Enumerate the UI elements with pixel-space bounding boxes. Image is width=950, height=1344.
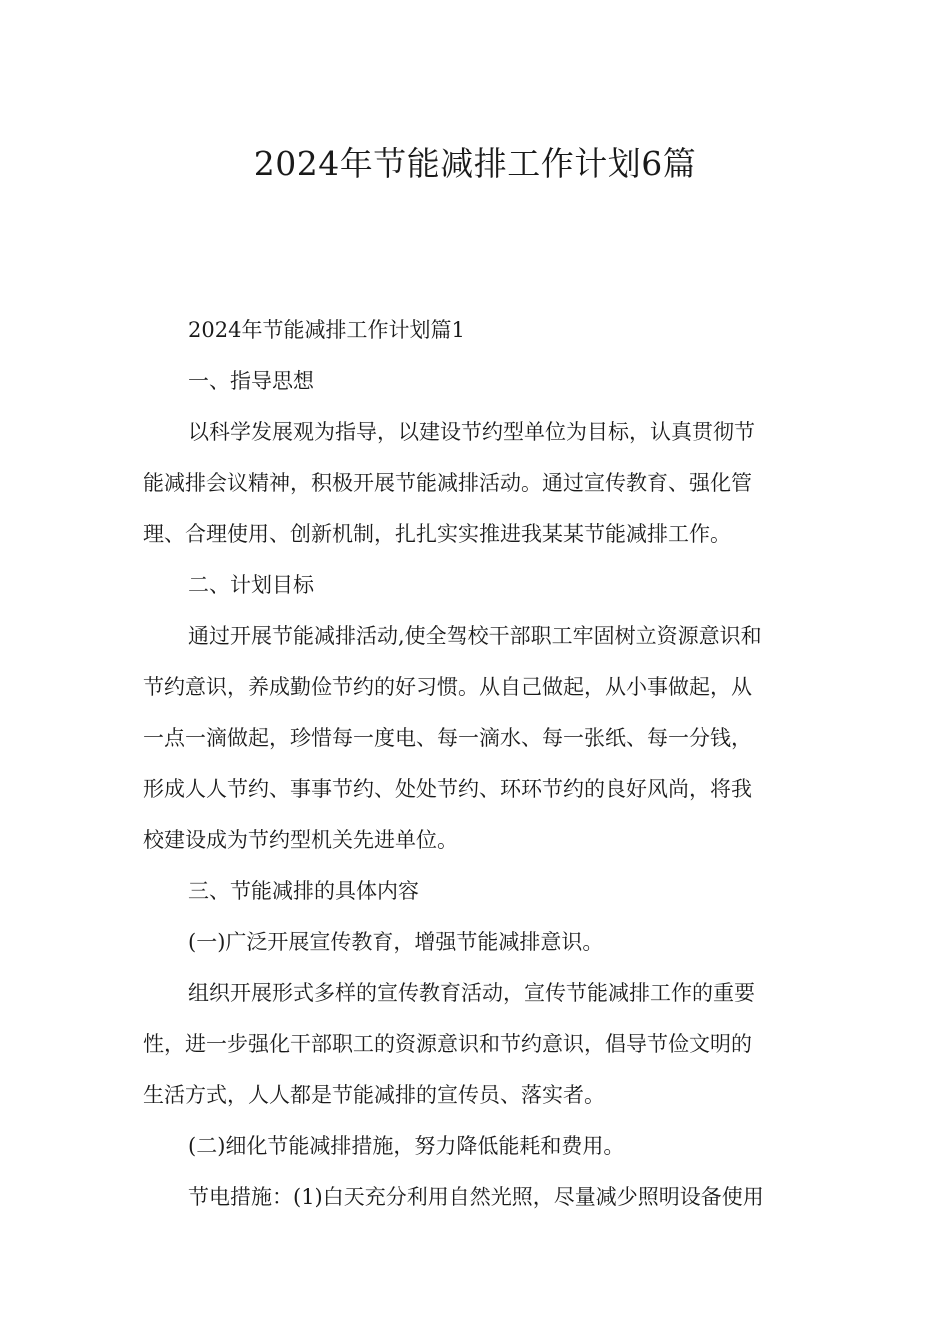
subsection-heading: (二)细化节能减排措施，努力降低能耗和费用。 <box>188 1134 625 1158</box>
paragraph-line: 组织开展形式多样的宣传教育活动，宣传节能减排工作的重要 <box>188 981 755 1005</box>
document-title: 2024年节能减排工作计划6篇 <box>253 144 697 183</box>
paragraph-line: 以科学发展观为指导，以建设节约型单位为目标，认真贯彻节 <box>188 420 755 444</box>
paragraph-line: 形成人人节约、事事节约、处处节约、环环节约的良好风尚，将我 <box>143 777 752 801</box>
paragraph-line: 能减排会议精神，积极开展节能减排活动。通过宣传教育、强化管 <box>143 471 752 495</box>
section-heading: 一、指导思想 <box>188 369 314 393</box>
paragraph-line: 理、合理使用、创新机制，扎扎实实推进我某某节能减排工作。 <box>143 522 731 546</box>
paragraph-line: 一点一滴做起，珍惜每一度电、每一滴水、每一张纸、每一分钱， <box>143 726 752 750</box>
paragraph-line: 节约意识，养成勤俭节约的好习惯。从自己做起，从小事做起，从 <box>143 675 752 699</box>
document-body <box>143 305 805 1223</box>
subsection-heading: (一)广泛开展宣传教育，增强节能减排意识。 <box>188 930 604 954</box>
section-heading: 2024年节能减排工作计划篇1 <box>188 318 465 342</box>
paragraph-line: 校建设成为节约型机关先进单位。 <box>143 828 458 852</box>
paragraph-line: 通过开展节能减排活动,使全驾校干部职工牢固树立资源意识和 <box>188 624 762 648</box>
section-heading: 三、节能减排的具体内容 <box>188 879 419 903</box>
paragraph-line: 性，进一步强化干部职工的资源意识和节约意识，倡导节俭文明的 <box>143 1032 752 1056</box>
section-heading: 二、计划目标 <box>188 573 314 597</box>
paragraph-line: 节电措施：(1)白天充分利用自然光照，尽量减少照明设备使用 <box>188 1185 764 1209</box>
paragraph-line: 生活方式，人人都是节能减排的宣传员、落实者。 <box>143 1083 605 1107</box>
